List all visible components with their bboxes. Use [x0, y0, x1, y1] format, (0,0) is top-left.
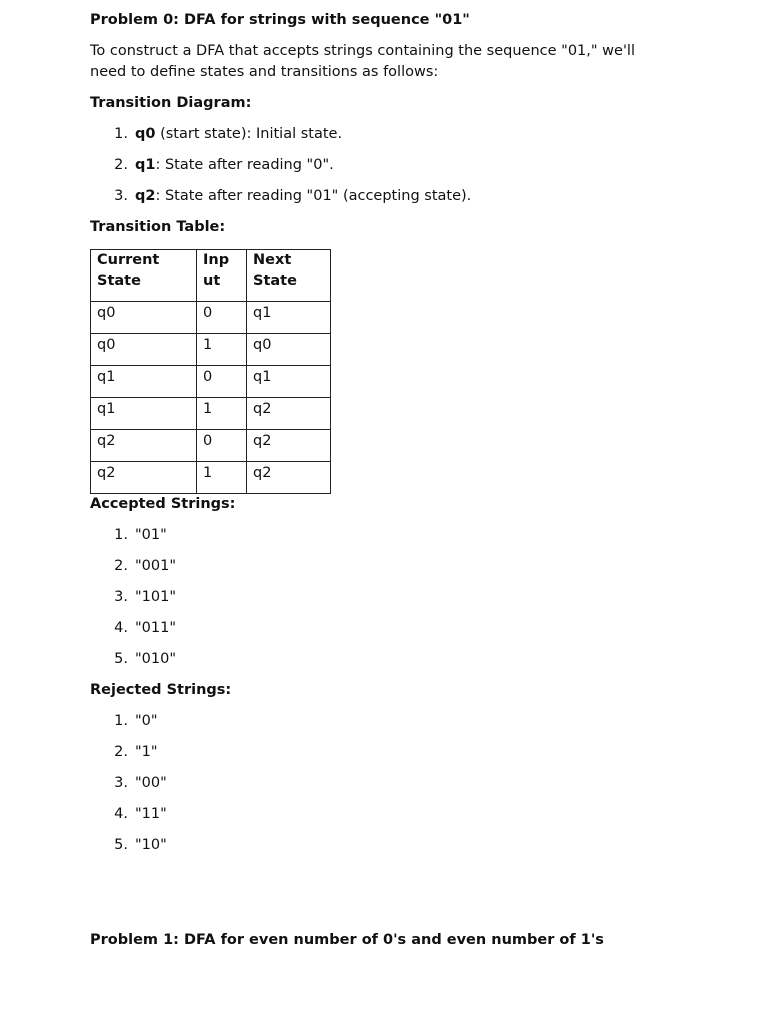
list-number: 1.	[114, 126, 128, 142]
rejected-string: "0"	[135, 713, 158, 729]
table-cell: 0	[197, 366, 247, 398]
table-cell: 0	[197, 302, 247, 334]
accepted-string: "010"	[135, 651, 177, 667]
problem1-title: Problem 1: DFA for even number of 0's and even number of 1's	[90, 932, 604, 948]
table-cell: q0	[91, 334, 197, 366]
accepted-string: "01"	[135, 527, 167, 543]
accepted-strings-list	[90, 525, 690, 670]
list-item	[90, 618, 690, 639]
column-header: Inp ut	[197, 250, 247, 302]
list-number: 2.	[114, 744, 128, 760]
accepted-string: "101"	[135, 589, 177, 605]
table-row	[91, 430, 331, 462]
state-name: q0	[135, 126, 156, 142]
problem0-intro: To construct a DFA that accepts strings containing the sequence "01," we'll need to define states and transitions as follows:	[90, 43, 635, 80]
table-cell: 1	[197, 462, 247, 494]
state-desc: (start state): Initial state.	[155, 126, 343, 142]
table-row	[91, 462, 331, 494]
rejected-strings-list	[90, 711, 690, 856]
state-name: q1	[135, 157, 156, 173]
table-cell: q2	[91, 462, 197, 494]
list-item	[90, 186, 690, 207]
list-item	[90, 804, 690, 825]
list-item	[90, 742, 690, 763]
state-desc: : State after reading "0".	[155, 157, 334, 173]
list-number: 3.	[114, 589, 128, 605]
list-number: 4.	[114, 620, 128, 636]
table-row	[91, 334, 331, 366]
problem0-title: Problem 0: DFA for strings with sequence "01"	[90, 12, 470, 28]
list-item	[90, 649, 690, 670]
table-row	[91, 302, 331, 334]
list-number: 5.	[114, 651, 128, 667]
list-number: 1.	[114, 527, 128, 543]
state-name: q2	[135, 188, 156, 204]
table-cell: q1	[91, 398, 197, 430]
table-cell: q1	[247, 366, 331, 398]
list-item	[90, 773, 690, 794]
list-number: 5.	[114, 837, 128, 853]
column-header: Next State	[247, 250, 331, 302]
transition-table-heading: Transition Table:	[90, 219, 226, 235]
list-number: 1.	[114, 713, 128, 729]
rejected-string: "10"	[135, 837, 167, 853]
list-number: 3.	[114, 188, 128, 204]
table-header-row	[91, 250, 331, 302]
list-item	[90, 124, 690, 145]
list-item	[90, 155, 690, 176]
list-item	[90, 711, 690, 732]
document-page	[90, 0, 690, 951]
table-cell: q2	[247, 398, 331, 430]
list-item	[90, 525, 690, 546]
list-number: 3.	[114, 775, 128, 791]
rejected-string: "1"	[135, 744, 158, 760]
table-cell: q2	[247, 430, 331, 462]
table-cell: q1	[247, 302, 331, 334]
table-cell: q2	[91, 430, 197, 462]
table-cell: q0	[247, 334, 331, 366]
table-cell: 1	[197, 334, 247, 366]
list-number: 2.	[114, 157, 128, 173]
table-cell: 0	[197, 430, 247, 462]
list-item	[90, 835, 690, 856]
rejected-string: "00"	[135, 775, 167, 791]
table-cell: q0	[91, 302, 197, 334]
list-number: 4.	[114, 806, 128, 822]
column-header: Current State	[91, 250, 197, 302]
table-cell: q1	[91, 366, 197, 398]
table-cell: 1	[197, 398, 247, 430]
rejected-strings-heading: Rejected Strings:	[90, 682, 232, 698]
transition-table	[90, 249, 331, 494]
state-desc: : State after reading "01" (accepting state).	[155, 188, 472, 204]
transition-diagram-heading: Transition Diagram:	[90, 95, 252, 111]
states-list	[90, 124, 690, 207]
list-item	[90, 587, 690, 608]
list-item	[90, 556, 690, 577]
table-row	[91, 398, 331, 430]
accepted-string: "001"	[135, 558, 177, 574]
table-row	[91, 366, 331, 398]
rejected-string: "11"	[135, 806, 167, 822]
accepted-string: "011"	[135, 620, 177, 636]
list-number: 2.	[114, 558, 128, 574]
table-cell: q2	[247, 462, 331, 494]
accepted-strings-heading: Accepted Strings:	[90, 496, 236, 512]
